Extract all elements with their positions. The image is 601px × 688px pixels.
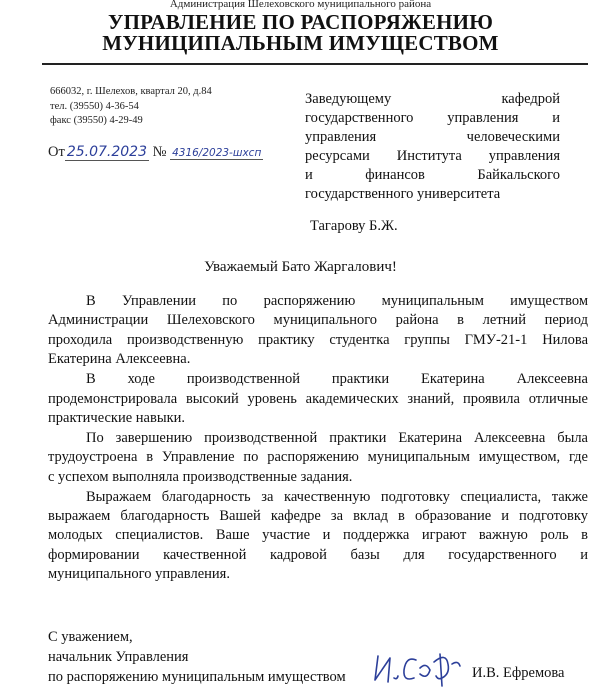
body-line: трудоустроена в Управление по распоряжению муниципальным имуществом, где <box>48 449 588 466</box>
greeting: Уважаемый Бато Жаргалович! <box>204 259 397 275</box>
handwritten-signature <box>370 648 470 688</box>
addressee-block <box>305 90 560 204</box>
signer-name: И.В. Ефремова <box>472 665 565 681</box>
number-prefix: № <box>152 144 167 160</box>
letterhead-org: Администрация Шелеховского муниципального района <box>169 0 432 10</box>
sender-phone: тел. (39550) 4-36-54 <box>50 101 139 112</box>
addressee-line: государственного управления и <box>305 110 560 126</box>
addressee-line: ресурсами Института управления <box>305 148 560 164</box>
body-line: муниципального управления. <box>48 566 230 583</box>
closing-block <box>48 627 346 687</box>
body-line: Екатерина Алексеевна. <box>48 351 191 368</box>
paragraph <box>48 370 588 428</box>
body-line: формировании качественной кадровой базы для государственного и <box>48 546 588 563</box>
paragraph <box>48 429 588 487</box>
letter-body <box>48 292 588 585</box>
body-line: В Управлении по распоряжению муниципальным имуществом <box>86 293 588 309</box>
body-line: Администрации Шелеховского муниципального района в летний период <box>48 312 588 329</box>
handwritten-date: 25.07.2023 <box>66 144 147 160</box>
registration-line <box>48 144 263 161</box>
body-line: В ходе производственной практики Екатерина Алексеевна <box>86 371 588 388</box>
body-line: с успехом выполняла производственные задания. <box>48 468 353 485</box>
letterhead-title-line2: МУНИЦИПАЛЬНЫМ ИМУЩЕСТВОМ <box>102 31 499 55</box>
letterhead-divider <box>42 63 588 65</box>
closing-position: начальник Управления <box>48 649 189 665</box>
body-line: проходила производственную практику студентка группы ГМУ-21-1 Нилова <box>48 331 588 348</box>
sender-fax: факс (39550) 4-29-49 <box>50 115 143 126</box>
paragraph <box>48 488 588 585</box>
body-line: выражаем благодарность Вашей кафедре за вклад в образование и подготовку <box>48 507 588 524</box>
body-line: Выражаем благодарность за качественную подготовку специалиста, также <box>86 488 588 505</box>
closing-department: по распоряжению муниципальным имуществом <box>48 669 346 685</box>
addressee-line: Заведующему кафедрой <box>305 91 560 107</box>
paragraph <box>48 292 588 370</box>
handwritten-number: 4316/2023-шхсп <box>172 147 262 159</box>
addressee-name: Тагарову Б.Ж. <box>310 218 398 234</box>
closing-regards: С уважением, <box>48 629 133 645</box>
body-line: По завершению производственной практики Екатерина Алексеевна была <box>86 429 588 446</box>
body-line: практические навыки. <box>48 409 185 426</box>
addressee-line: управления человеческими <box>305 129 560 145</box>
body-line: продемонстрировала высокий уровень академических знаний, проявила отличные <box>48 390 588 407</box>
addressee-line: и финансов Байкальского <box>305 167 560 183</box>
sender-address: 666032, г. Шелехов, квартал 20, д.84 <box>50 86 212 97</box>
date-prefix: От <box>48 144 65 160</box>
body-line: молодых специалистов. Ваше участие и поддержка играют важную роль в <box>48 527 588 544</box>
addressee-line: государственного университета <box>305 186 501 202</box>
letterhead-title-line1: УПРАВЛЕНИЕ ПО РАСПОРЯЖЕНИЮ <box>107 10 494 34</box>
